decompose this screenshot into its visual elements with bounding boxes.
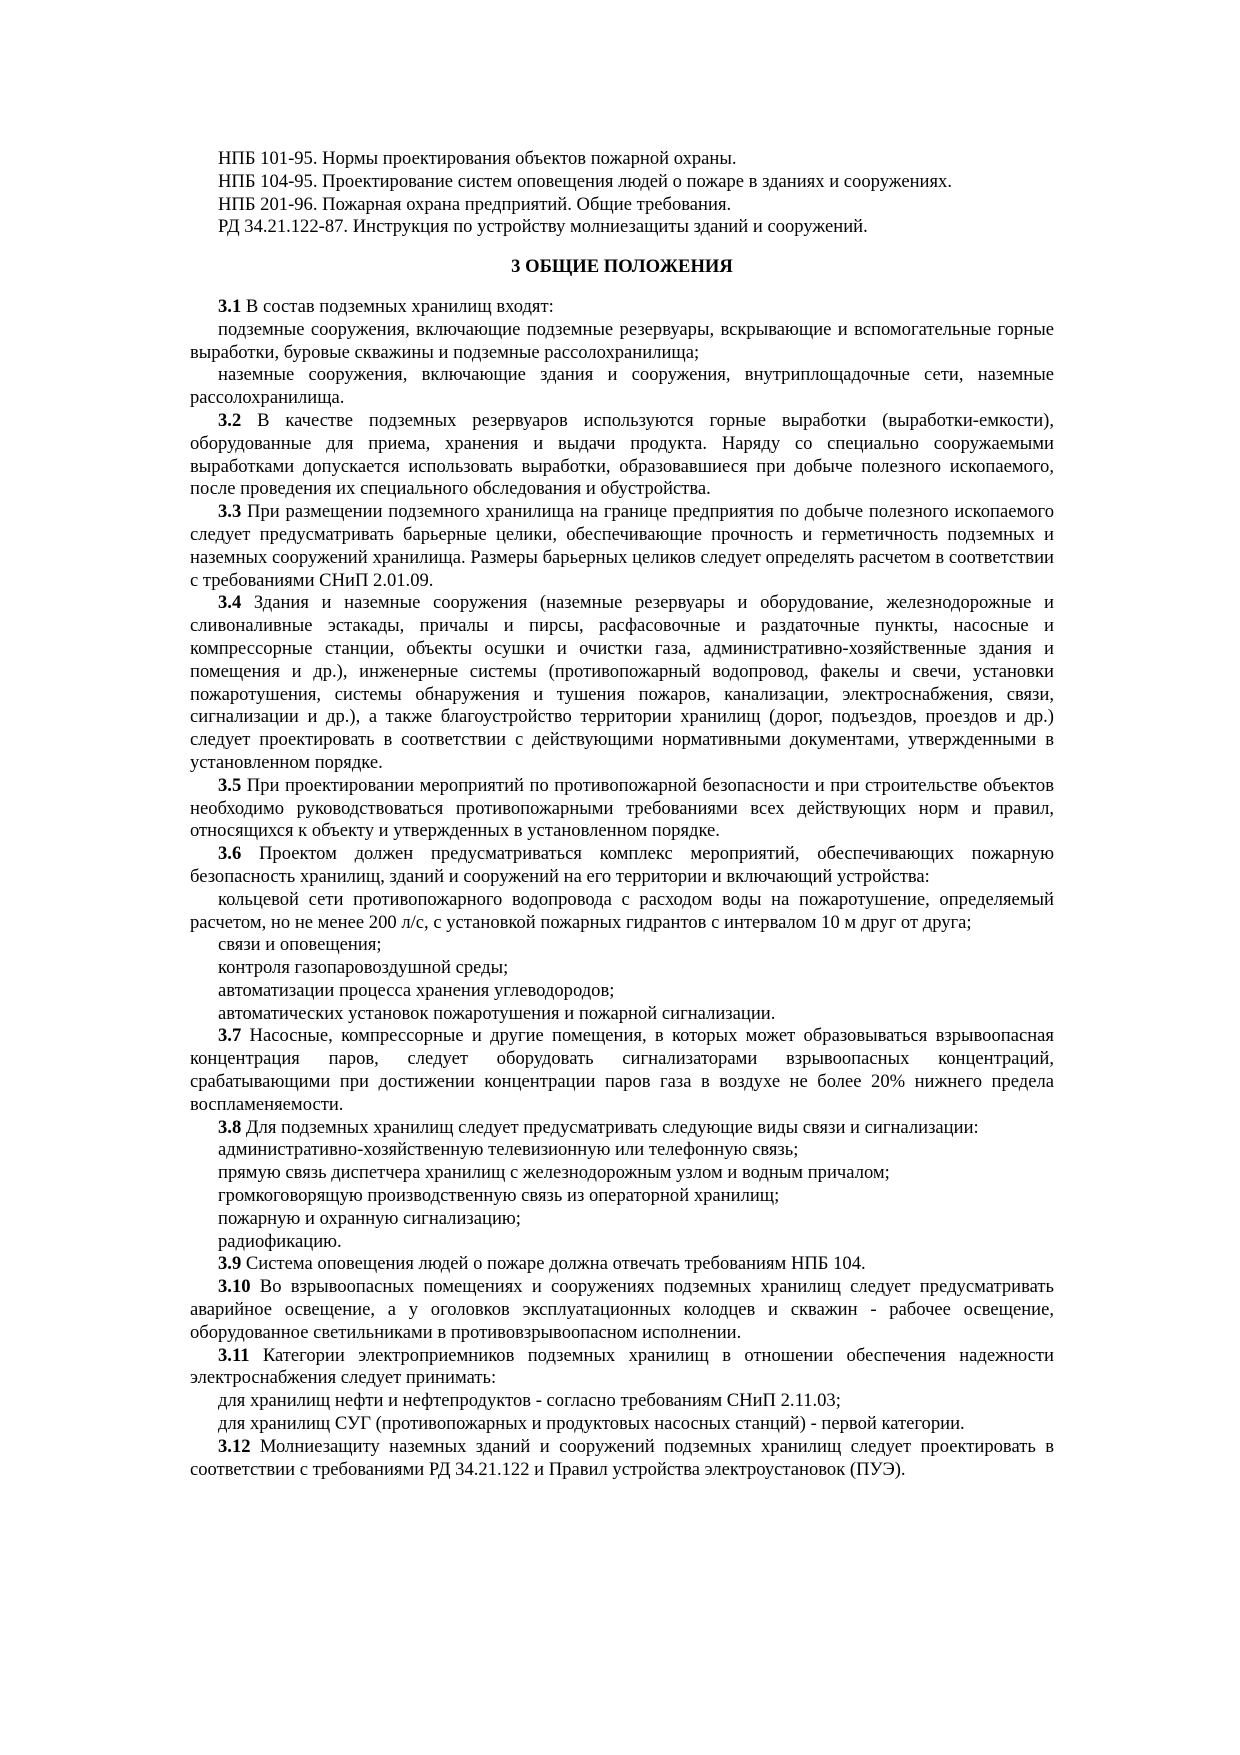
clause-text: Система оповещения людей о пожаре должна отвечать требованиям НПБ 104. (241, 1253, 866, 1275)
clause-text: Здания и наземные сооружения (наземные резервуары и оборудование, железнодорожные и сливоналивные эстакады, причалы и пирсы, расфасовочные и раздаточные пункты, насосные и компрессорные станции, объекты осушки и очистки газа, административно-хозяйственные здания и помещения и др.), инженерные системы (противопожарный водопровод, факелы и свечи, установки пожаротушения, системы обнаружения и тушения пожаров, канализации, электроснабжения, связи, сигнализации и др.), а также благоустройство территории хранилищ (дорог, подъездов, проездов и др.) следует проектировать в соответствии с действующими нормативными документами, утвержденными в установленном порядке. (190, 592, 1054, 773)
clause-number: 3.10 (218, 1276, 251, 1298)
clause-text: В состав подземных хранилищ входят: (241, 295, 554, 317)
clause-3-12 (190, 1436, 1054, 1482)
clause-number: 3.9 (218, 1253, 242, 1275)
clause-number: 3.6 (218, 843, 242, 865)
list-item: для хранилищ СУГ (противопожарных и продуктовых насосных станций) - первой категории. (218, 1413, 965, 1435)
list-item: кольцевой сети противопожарного водопровода с расходом воды на пожаротушение, определяемый расчетом, но не менее 200 л/с, с установкой пожарных гидрантов с интервалом 10 м друг от друга; (190, 888, 1054, 933)
list-item: прямую связь диспетчера хранилищ с железнодорожным узлом и водным причалом; (218, 1162, 890, 1184)
clause-number: 3.11 (218, 1344, 250, 1366)
clause-3-9 (190, 1253, 1054, 1276)
clause-text: При проектировании мероприятий по противопожарной безопасности и при строительстве объектов необходимо руководствоваться противопожарными требованиями всех действующих норм и правил, относящихся к объекту и утвержденных в установленном порядке. (190, 774, 1054, 842)
clause-number: 3.2 (218, 409, 242, 431)
list-item: для хранилищ нефти и нефтепродуктов - согласно требованиям СНиП 2.11.03; (218, 1390, 841, 1412)
list-item: подземные сооружения, включающие подземные резервуары, вскрывающие и вспомогательные горные выработки, буровые скважины и подземные рассолохранилища; (190, 318, 1054, 363)
clause-text: Насосные, компрессорные и другие помещения, в которых может образовываться взрывоопасная концентрация паров, следует оборудовать сигнализаторами взрывоопасных концентраций, срабатывающими при достижении концентрации паров газа в воздухе не более 20% нижнего предела воспламеняемости. (190, 1025, 1054, 1115)
clause-number: 3.7 (218, 1025, 242, 1047)
clause-text: Проектом должен предусматриваться комплекс мероприятий, обеспечивающих пожарную безопасность хранилищ, зданий и сооружений на его территории и включающий устройства: (190, 843, 1054, 887)
clause-3-7 (190, 1025, 1054, 1116)
clause-number: 3.5 (218, 774, 242, 796)
clause-number: 3.1 (218, 295, 242, 317)
list-item: автоматизации процесса хранения углеводородов; (218, 979, 615, 1001)
reference-line: НПБ 104-95. Проектирование систем оповещения людей о пожаре в зданиях и сооружениях. (218, 170, 953, 192)
reference-line: НПБ 201-96. Пожарная охрана предприятий. Общие требования. (218, 193, 732, 215)
clause-3-2 (190, 410, 1054, 501)
clause-3-8 (190, 1117, 1054, 1140)
clause-3-4 (190, 592, 1054, 774)
clause-text: Для подземных хранилищ следует предусматривать следующие виды связи и сигнализации: (241, 1116, 979, 1138)
reference-line: РД 34.21.122-87. Инструкция по устройству молниезащиты зданий и сооружений. (218, 216, 868, 238)
clause-text: Категории электроприемников подземных хранилищ в отношении обеспечения надежности электроснабжения следует принимать: (190, 1344, 1054, 1389)
clause-3-11 (190, 1345, 1054, 1391)
list-item: связи и оповещения; (218, 934, 382, 956)
clause-3-5 (190, 775, 1054, 843)
clause-number: 3.8 (218, 1116, 242, 1138)
clause-number: 3.3 (218, 501, 242, 523)
list-item: административно-хозяйственную телевизионную или телефонную связь; (218, 1139, 799, 1161)
clause-3-3 (190, 501, 1054, 592)
clause-number: 3.4 (218, 592, 242, 614)
list-item: контроля газопаровоздушной среды; (218, 957, 509, 979)
clause-3-10 (190, 1276, 1054, 1344)
clause-text: Во взрывоопасных помещениях и сооружениях подземных хранилищ следует предусматривать аварийное освещение, а у оголовков эксплуатационных колодцев и скважин - рабочее освещение, оборудованное светильниками в противовзрывоопасном исполнении. (190, 1276, 1054, 1343)
clause-text: При размещении подземного хранилища на границе предприятия по добыче полезного ископаемого следует предусматривать барьерные целики, обеспечивающие прочность и герметичность подземных и наземных сооружений хранилища. Размеры барьерных целиков следует определять расчетом в соответствии с требованиями СНиП 2.01.09. (190, 501, 1054, 591)
clause-text: В качестве подземных резервуаров используются горные выработки (выработки-емкости), оборудованные для приема, хранения и выдачи продукта. Наряду со специально сооружаемыми выработками допускается использовать выработки, образовавшиеся при добыче полезного ископаемого, после проведения их специального обследования и обустройства. (190, 409, 1054, 500)
clause-text: Молниезащиту наземных зданий и сооружений подземных хранилищ следует проектировать в соответствии с требованиями РД 34.21.122 и Правил устройства электроустановок (ПУЭ). (190, 1435, 1054, 1480)
list-item: пожарную и охранную сигнализацию; (218, 1207, 521, 1229)
clause-3-1 (190, 296, 1054, 319)
list-item: громкоговорящую производственную связь из операторной хранилищ; (218, 1185, 780, 1207)
clause-number: 3.12 (218, 1435, 251, 1457)
clause-3-6 (190, 843, 1054, 889)
reference-line: НПБ 101-95. Нормы проектирования объектов пожарной охраны. (218, 148, 737, 169)
list-item: автоматических установок пожаротушения и пожарной сигнализации. (218, 1002, 776, 1024)
section-title: 3 ОБЩИЕ ПОЛОЖЕНИЯ (511, 256, 733, 278)
list-item: наземные сооружения, включающие здания и сооружения, внутриплощадочные сети, наземные рассолохранилища. (190, 364, 1054, 409)
list-item: радиофикацию. (218, 1230, 342, 1252)
